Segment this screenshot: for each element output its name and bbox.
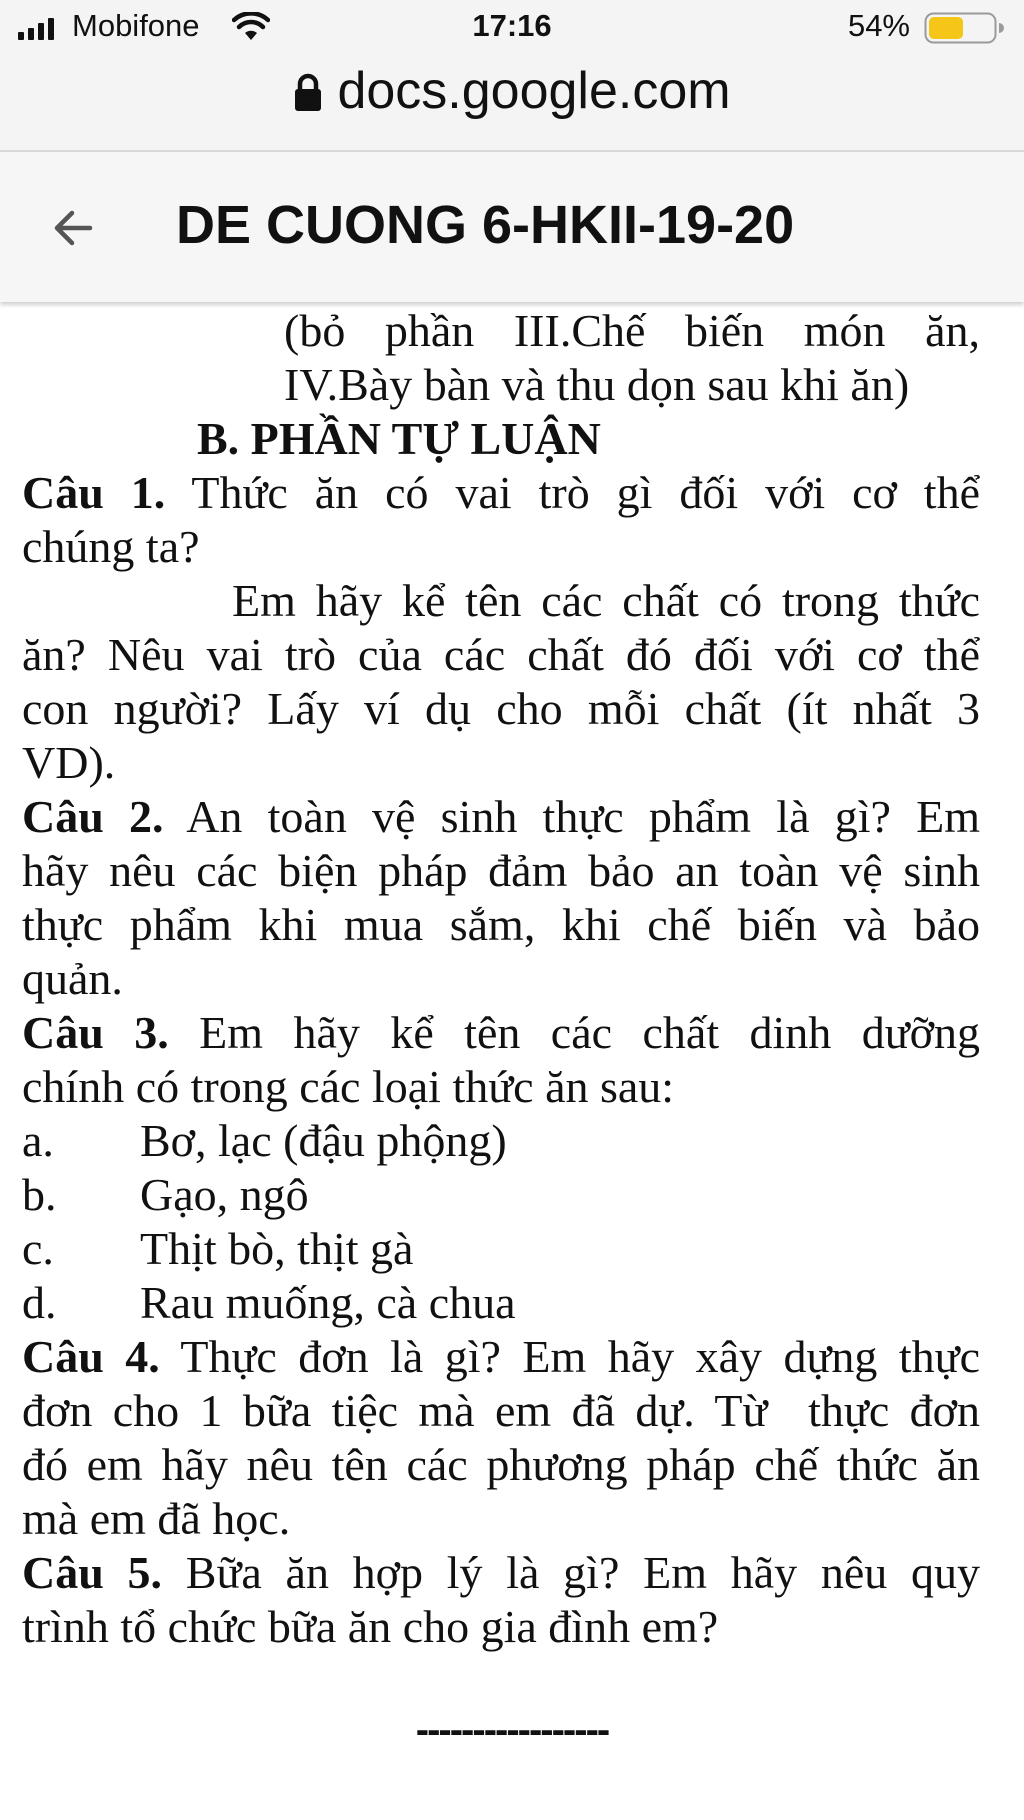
question-2-line: Câu 2. An toàn vệ sinh thực phẩm là gì? Em (22, 791, 980, 842)
question-1-line: ăn? Nêu vai trò của các chất đó đối với cơ thể (22, 629, 980, 680)
list-item (22, 1276, 980, 1330)
battery-icon (924, 12, 1004, 44)
address-bar[interactable] (0, 58, 1024, 124)
note-line: (bỏ phần III.Chế biến món ăn, (284, 305, 980, 356)
question-4-line: Câu 4. Thực đơn là gì? Em hãy xây dựng thực (22, 1331, 980, 1382)
question-1-line: Câu 1. Thức ăn có vai trò gì đối với cơ thể (22, 467, 980, 518)
end-separator: ----------------- (415, 1708, 609, 1752)
list-item (22, 1222, 980, 1276)
question-1-line: Em hãy kể tên các chất có trong thức (232, 575, 980, 626)
question-5-line: trình tổ chức bữa ăn cho gia đình em? (22, 1601, 719, 1652)
list-marker: d. (22, 1277, 57, 1328)
status-bar (0, 0, 1024, 56)
battery-percent: 54% (847, 8, 910, 43)
list-item-text: Bơ, lạc (đậu phộng) (140, 1115, 507, 1166)
question-1-line: con người? Lấy ví dụ cho mỗi chất (ít nhất 3 (22, 683, 980, 734)
status-time: 17:16 (472, 8, 552, 43)
question-label: Câu 2. (22, 791, 164, 842)
list-marker: b. (22, 1169, 57, 1220)
question-3-line: Câu 3. Em hãy kể tên các chất dinh dưỡng (22, 1007, 980, 1058)
carrier-name: Mobifone (72, 8, 200, 43)
note-line: IV.Bày bàn và thu dọn sau khi ăn) (284, 359, 910, 410)
question-2-line: thực phẩm khi mua sắm, khi chế biến và bảo (22, 899, 980, 950)
document-header (0, 152, 1024, 302)
list-marker: c. (22, 1223, 54, 1274)
question-5-line: Câu 5. Bữa ăn hợp lý là gì? Em hãy nêu quy (22, 1547, 980, 1598)
section-heading: B. PHẦN TỰ LUẬN (197, 413, 601, 464)
question-4-line: đơn cho 1 bữa tiệc mà em đã dự. Từ thực đơn (22, 1385, 980, 1436)
back-arrow-icon[interactable] (44, 196, 108, 260)
question-label: Câu 5. (22, 1547, 163, 1598)
question-label: Câu 1. (22, 467, 166, 518)
list-item (22, 1168, 980, 1222)
list-item-text: Rau muống, cà chua (140, 1277, 516, 1328)
document-content (22, 304, 980, 1654)
url-text: docs.google.com (337, 62, 731, 120)
lock-icon (293, 73, 323, 113)
question-1-line: VD). (22, 737, 116, 788)
question-1-line: chúng ta? (22, 521, 200, 572)
question-label: Câu 3. (22, 1007, 169, 1058)
question-2-line: quản. (22, 953, 123, 1004)
list-item-text: Gạo, ngô (140, 1169, 309, 1220)
document-title: DE CUONG 6-HKII-19-20 (176, 195, 795, 255)
list-item-text: Thịt bò, thịt gà (140, 1223, 414, 1274)
question-4-line: mà em đã học. (22, 1493, 291, 1544)
list-item (22, 1114, 980, 1168)
question-3-line: chính có trong các loại thức ăn sau: (22, 1061, 675, 1112)
browser-chrome (0, 0, 1024, 152)
list-marker: a. (22, 1115, 54, 1166)
question-4-line: đó em hãy nêu tên các phương pháp chế thức ăn (22, 1439, 980, 1490)
question-2-line: hãy nêu các biện pháp đảm bảo an toàn vệ sinh (22, 845, 980, 896)
question-label: Câu 4. (22, 1331, 160, 1382)
